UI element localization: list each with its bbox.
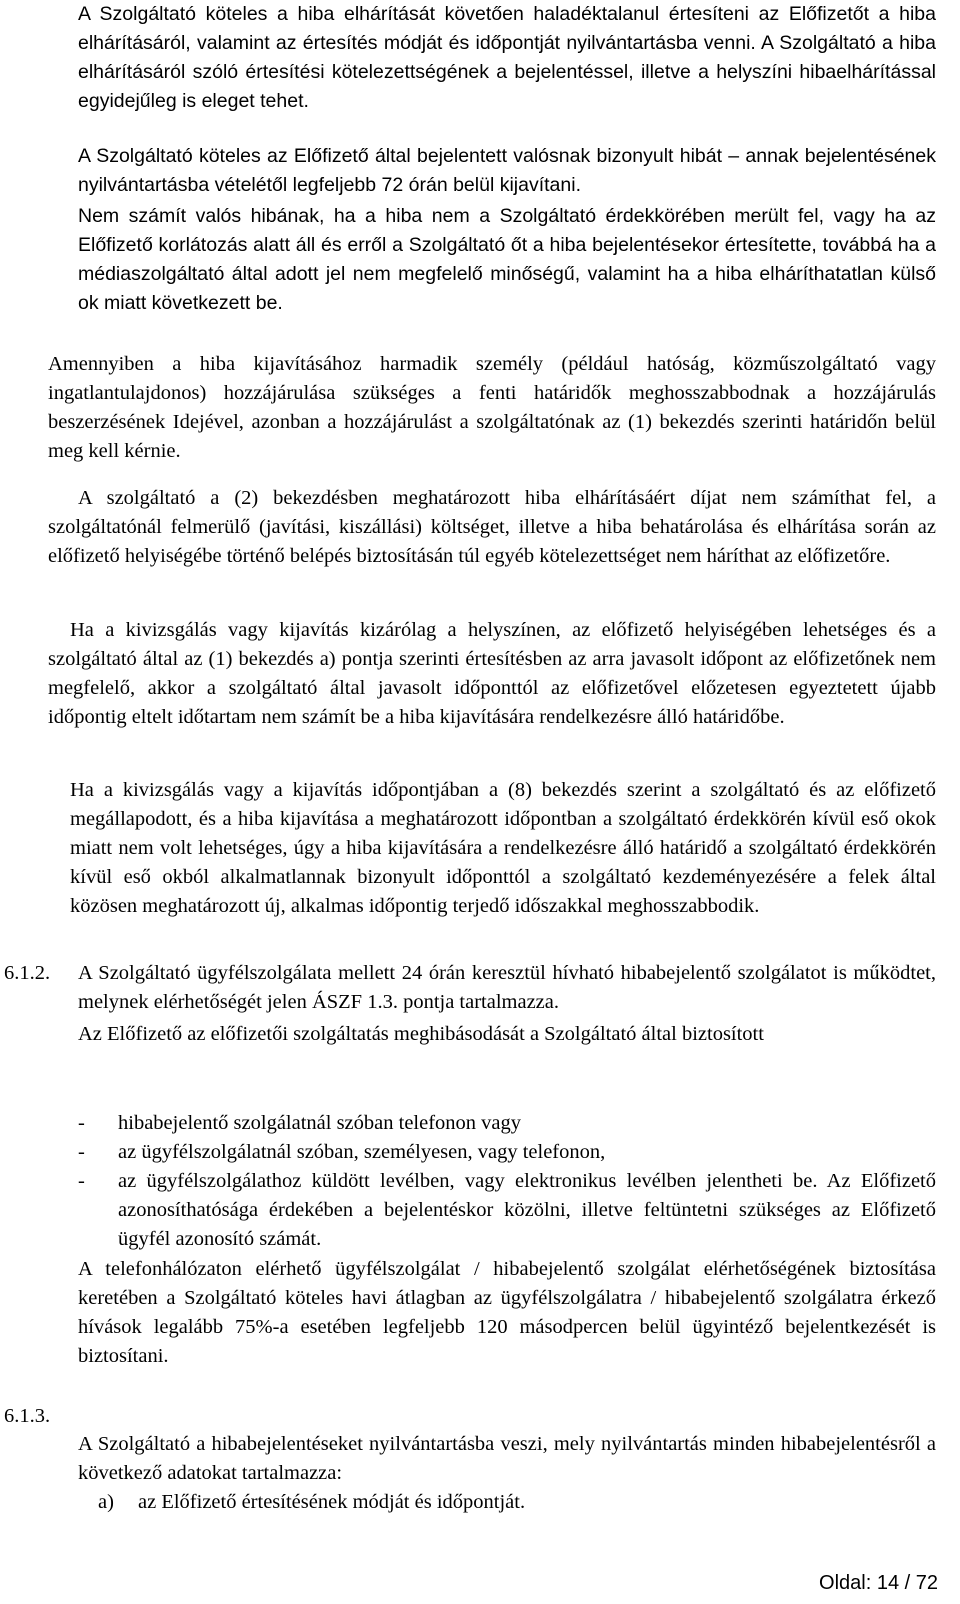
list-item [78, 1138, 936, 1167]
list-item-text: hibabejelentő szolgálatnál szóban telefonon vagy [118, 1112, 522, 1134]
list-dash: - [78, 1141, 85, 1163]
paragraph-no-fee: A szolgáltató a (2) bekezdésben meghatározott hiba elhárításáért díjat nem számíthat fel, a szolgáltatónál felmerülő (javítási, kiszállási) költséget, illetve a hiba behatárolása és elhárítása során az előfizető helyiségébe történő belépés biztosításán túl egyéb kötelezettséget nem háríthat az előfizetőre. [48, 487, 936, 568]
list-dash: - [78, 1112, 85, 1134]
paragraph-on-site-inspection: Ha a kivizsgálás vagy kijavítás kizárólag a helyszínen, az előfizető helyiségében lehetséges és a szolgáltató által az (1) bekezdés a) pontja szerinti értesítésben az arra javasolt időpont az előfizetőnek nem megfelelő, akkor a szolgáltató által javasolt időponttól az előfizetővel előzetesen egyeztetett újabb időpontig eltelt időtartam nem számít be a hiba kijavítására rendelkezésre álló határidőbe. [48, 619, 936, 729]
list-dash: - [78, 1170, 85, 1192]
list-item-text: az ügyfélszolgálathoz küldött levélben, vagy elektronikus levélben jelentheti be. Az Előfizető azonosíthatósága érdekében a bejelentéskor közölni, illetve feltüntetni szükséges az Előfizető ügyfél azonosító számát. [118, 1170, 936, 1251]
paragraph-repair-deadline: A Szolgáltató köteles az Előfizető által bejelentett valósnak bizonyult hibát – annak bejelentésének nyilvántartásba vételétől legfeljebb 72 órán belül kijavítani. [78, 145, 936, 197]
list-item [78, 1109, 936, 1138]
list-item [78, 1167, 936, 1254]
section-number-6-1-2: 6.1.2. [4, 962, 51, 984]
paragraph-fault-register: A Szolgáltató a hibabejelentéseket nyilvántartásba veszi, mely nyilvántartás minden hibabejelentésről a következő adatokat tartalmazza: [78, 1433, 936, 1485]
paragraph-call-answer-rate: A telefonhálózaton elérhető ügyfélszolgálat / hibabejelentő szolgálat elérhetőségének biztosítása keretében a Szolgáltató köteles havi átlagban az ügyfélszolgálatra / hibabejelentő szolgálatra érkező hívások legalább 75%-a esetében legfeljebb 120 másodpercen belül ügyintéző bejelentkezését is biztosítani. [78, 1258, 936, 1368]
list-item-text: az ügyfélszolgálatnál szóban, személyesen, vagy telefonon, [118, 1141, 606, 1163]
paragraph-not-valid-fault: Nem számít valós hibának, ha a hiba nem a Szolgáltató érdekkörében merült fel, vagy ha az Előfizető korlátozás alatt áll és erről a Szolgáltató őt a hiba bejelentésekor értesítette, továbbá ha a médiaszolgáltató által adott jel nem megfelelő minőségű, valamint ha a hiba elháríthatatlan külső ok miatt következett be. [78, 205, 936, 315]
paragraph-fault-reporting-service: A Szolgáltató ügyfélszolgálata mellett 24 órán keresztül hívható hibabejelentő szolgálatot is működtet, melynek elérhetőségét jelen ÁSZF 1.3. pontja tartalmazza. [78, 962, 936, 1014]
page-number-footer: Oldal: 14 / 72 [819, 1572, 938, 1594]
paragraph-agreed-appointment: Ha a kivizsgálás vagy a kijavítás időpontjában a (8) bekezdés szerint a szolgáltató és az előfizető megállapodott, és a hiba kijavítása a meghatározott időpontban a szolgáltató érdekkörén kívül eső okok miatt nem volt lehetséges, úgy a hiba kijavítására a rendelkezésre álló határidő a szolgáltató érdekkörén kívül eső okból alkalmatlannak bizonyult időponttól a szolgáltató kezdeményezésére a felek által közösen meghatározott új, alkalmas időpontig terjedő időszakkal meghosszabbodik. [70, 779, 936, 918]
paragraph-notification: A Szolgáltató köteles a hiba elhárítását követően haladéktalanul értesíteni az Előfizetőt a hiba elhárításáról, valamint az értesítés módját és időpontját nyilvántartásba venni. A Szolgáltató a hiba elhárításáról szóló értesítési kötelezettségének a bejelentéssel, illetve a helyszíni hibaelhárítással egyidejűleg is eleget tehet. [78, 3, 936, 113]
list-item-a-text: az Előfizető értesítésének módját és időpontját. [138, 1491, 526, 1513]
paragraph-reporting-intro: Az Előfizető az előfizetői szolgáltatás meghibásodását a Szolgáltató által biztosított [78, 1023, 764, 1045]
section-number-6-1-3: 6.1.3. [4, 1405, 51, 1427]
paragraph-third-party-consent: Amennyiben a hiba kijavításához harmadik személy (például hatóság, közműszolgáltató vagy ingatlantulajdonos) hozzájárulása szükséges a fenti határidők meghosszabbodnak a hozzájárulás beszerzésének Idejével, azonban a hozzájárulást a szolgáltatónak az (1) bekezdés szerinti határidőn belül meg kell kérnie. [48, 353, 936, 463]
list-label-a: a) [98, 1491, 114, 1513]
